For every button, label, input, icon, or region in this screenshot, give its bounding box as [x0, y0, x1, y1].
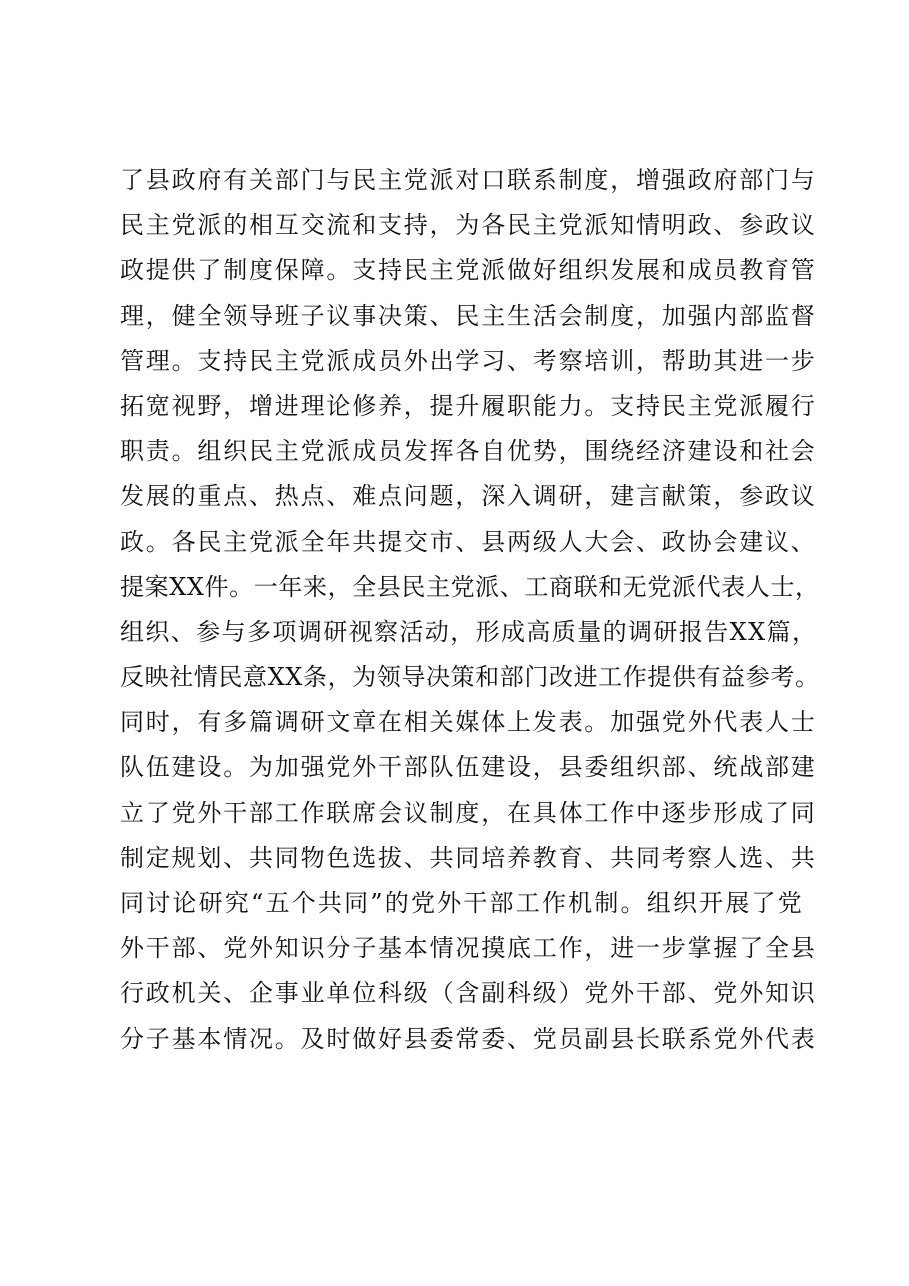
text-line: 外干部、党外知识分子基本情况摸底工作，进一步掌握了全县 — [120, 934, 817, 963]
text-line: 同讨论研究“五个共同”的党外干部工作机制。组织开展了党 — [120, 889, 804, 917]
body-text — [120, 158, 820, 1062]
text-line: 反映社情民意XX条，为领导决策和部门改进工作提供有益参考。 — [120, 663, 820, 692]
text-line: 同时，有多篇调研文章在相关媒体上发表。加强党外代表人士 — [120, 708, 817, 737]
text-line: 政。各民主党派全年共提交市、县两级人大会、政协会建议、 — [120, 527, 817, 556]
text-line: 职责。组织民主党派成员发挥各自优势，围绕经济建设和社会 — [120, 437, 817, 466]
text-line: 拓宽视野，增进理论修养，提升履职能力。支持民主党派履行 — [120, 391, 817, 420]
text-line: 行政机关、企事业单位科级（含副科级）党外干部、党外知识 — [120, 979, 817, 1008]
text-line: 理，健全领导班子议事决策、民主生活会制度，加强内部监督 — [120, 301, 817, 330]
text-line: 组织、参与多项调研视察活动，形成高质量的调研报告XX篇， — [120, 617, 818, 646]
text-line: 制定规划、共同物色选拔、共同培养教育、共同考察人选、共 — [120, 843, 817, 872]
text-line: 发展的重点、热点、难点问题，深入调研，建言献策，参政议 — [120, 482, 817, 511]
text-line: 了县政府有关部门与民主党派对口联系制度，增强政府部门与 — [120, 166, 817, 194]
text-line: 政提供了制度保障。支持民主党派做好组织发展和成员教育管 — [120, 256, 817, 285]
text-line: 民主党派的相互交流和支持，为各民主党派知情明政、参政议 — [120, 211, 817, 240]
text-line: 分子基本情况。及时做好县委常委、党员副县长联系党外代表 — [120, 1024, 817, 1053]
text-line: 提案XX件。一年来，全县民主党派、工商联和无党派代表人士， — [120, 572, 820, 601]
text-line: 立了党外干部工作联席会议制度，在具体工作中逐步形成了同 — [120, 798, 817, 827]
text-line: 队伍建设。为加强党外干部队伍建设，县委组织部、统战部建 — [120, 753, 817, 782]
text-line: 管理。支持民主党派成员外出学习、考察培训，帮助其进一步 — [120, 346, 817, 375]
